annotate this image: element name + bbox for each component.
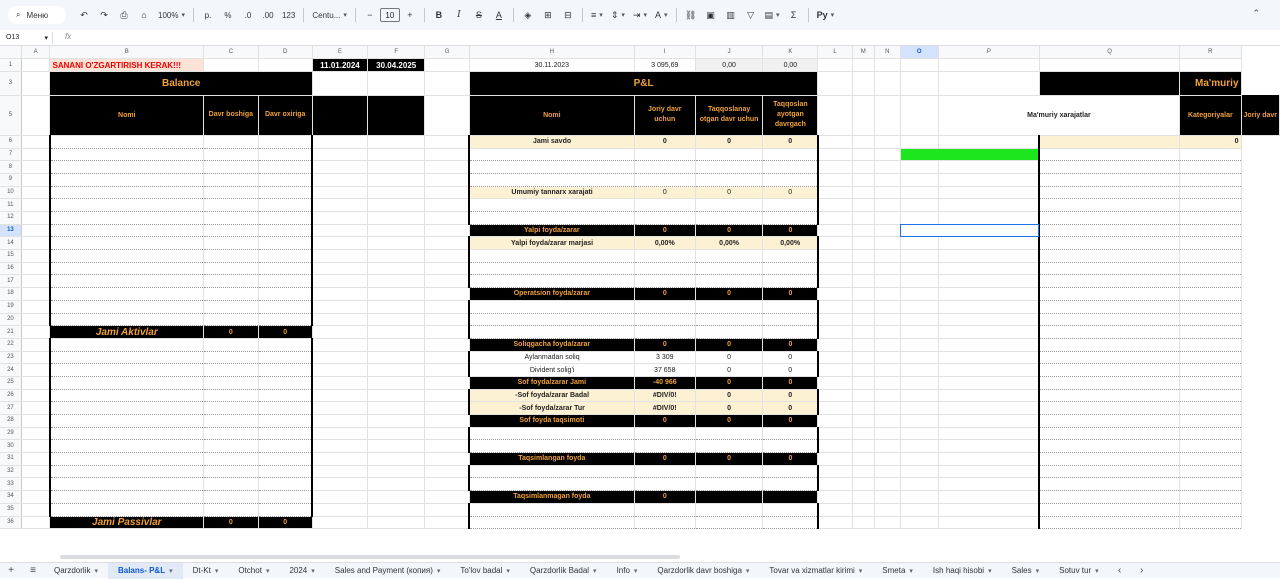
- spreadsheet-grid[interactable]: [0, 46, 1280, 552]
- column-header[interactable]: E: [312, 46, 367, 59]
- sheet-tab[interactable]: Sotuv tur ▾: [1049, 563, 1109, 579]
- row-header[interactable]: 21: [0, 326, 21, 339]
- text-rotation-icon[interactable]: A ▾: [653, 6, 670, 24]
- pl-cell[interactable]: 0,00%: [763, 237, 818, 250]
- row-header[interactable]: 33: [0, 478, 21, 491]
- pl-cell[interactable]: 0: [763, 453, 818, 466]
- table-row: [0, 135, 1280, 148]
- pl-cell[interactable]: 0: [695, 288, 763, 301]
- italic-icon[interactable]: I: [457, 10, 461, 20]
- row-header[interactable]: 27: [0, 402, 21, 415]
- pl-cell[interactable]: 0: [763, 338, 818, 351]
- table-row: [0, 148, 1280, 161]
- jami-passivlar-label[interactable]: Jami Passivlar: [50, 516, 204, 529]
- pl-cell[interactable]: 3 309: [634, 351, 695, 364]
- column-header[interactable]: K: [763, 46, 818, 59]
- pl-cell[interactable]: 0,00%: [695, 237, 763, 250]
- pl-row-label[interactable]: -Sof foyda/zarar Badal: [469, 389, 634, 402]
- toolbar-divider: [676, 8, 677, 22]
- toolbar-divider: [303, 8, 304, 22]
- column-header[interactable]: N: [874, 46, 900, 59]
- column-header[interactable]: Q: [1039, 46, 1179, 59]
- pl-cell[interactable]: 0: [695, 415, 763, 428]
- table-row: [0, 59, 1280, 72]
- column-header[interactable]: A: [21, 46, 50, 59]
- row-header[interactable]: 5: [0, 95, 21, 135]
- table-row: [0, 224, 1280, 237]
- functions-icon[interactable]: Σ: [790, 10, 797, 20]
- table-row: [0, 212, 1280, 225]
- balance-cell[interactable]: 0: [258, 516, 312, 529]
- table-row: [0, 465, 1280, 478]
- pl-joriy-header[interactable]: Joriy davr uchun: [634, 95, 695, 135]
- pl-row-label[interactable]: Yalpi foyda/zarar: [469, 224, 634, 237]
- row-header[interactable]: 32: [0, 465, 21, 478]
- pl-cell[interactable]: 0: [695, 135, 763, 148]
- table-row: [0, 376, 1280, 389]
- pl-row-label[interactable]: Umumiy tannarx xarajati: [469, 186, 634, 199]
- row-header[interactable]: 28: [0, 415, 21, 428]
- print-icon[interactable]: ⎙: [120, 9, 128, 20]
- column-header[interactable]: G: [425, 46, 470, 59]
- pl-cell[interactable]: 0: [763, 224, 818, 237]
- column-header[interactable]: M: [852, 46, 874, 59]
- formula-bar: [0, 30, 1280, 46]
- pl-cell[interactable]: 0: [763, 186, 818, 199]
- row-header[interactable]: 23: [0, 351, 21, 364]
- scrollbar-thumb[interactable]: [60, 555, 680, 559]
- pl-cell[interactable]: 0,00%: [634, 237, 695, 250]
- merge-cells-icon[interactable]: ⊟: [564, 9, 572, 20]
- table-row: [0, 453, 1280, 466]
- sheet-tabs-bar: [0, 562, 1280, 578]
- table-row: [0, 338, 1280, 351]
- zoom-select[interactable]: 100% ▾: [156, 6, 187, 24]
- row-header[interactable]: 36: [0, 516, 21, 529]
- row-header[interactable]: 10: [0, 186, 21, 199]
- vertical-align-icon[interactable]: ⇕ ▾: [609, 6, 627, 24]
- table-row: [0, 389, 1280, 402]
- row-header[interactable]: 15: [0, 250, 21, 263]
- row-header[interactable]: 14: [0, 237, 21, 250]
- pl-taqqos1-header[interactable]: Taqqoslanay otgan davr uchun: [695, 95, 763, 135]
- table-row: [0, 161, 1280, 174]
- pl-cell[interactable]: 0: [763, 288, 818, 301]
- paint-format-icon[interactable]: ⌂: [141, 10, 147, 20]
- pl-cell[interactable]: 0: [763, 376, 818, 389]
- more-formats-button[interactable]: 123: [281, 10, 296, 20]
- sheet-tab[interactable]: Smeta ▾: [872, 563, 923, 579]
- row-header[interactable]: 8: [0, 161, 21, 174]
- date-end-cell[interactable]: 30.04.2025: [368, 59, 425, 72]
- font-size-increase-icon[interactable]: +: [407, 10, 413, 20]
- joriy-davr-header[interactable]: Joriy davr: [1241, 95, 1279, 135]
- row-header[interactable]: 17: [0, 275, 21, 288]
- sheet-tab[interactable]: Sales ▾: [1002, 563, 1050, 579]
- table-row: [0, 364, 1280, 377]
- sheet-tab[interactable]: Info ▾: [607, 563, 648, 579]
- pl-row-label[interactable]: Soliqgacha foyda/zarar: [469, 338, 634, 351]
- table-row: [0, 300, 1280, 313]
- sheet-tab[interactable]: Sales and Payment (копия) ▾: [325, 563, 451, 579]
- pl-row-label[interactable]: Sof foyda taqsimoti: [469, 415, 634, 428]
- table-row: [0, 415, 1280, 428]
- sheet-tab[interactable]: Qarzdorlik ▾: [44, 563, 108, 579]
- row-header[interactable]: 26: [0, 389, 21, 402]
- fill-color-icon[interactable]: ◈: [524, 9, 532, 20]
- text-color-icon[interactable]: A: [495, 10, 502, 20]
- horizontal-scrollbar[interactable]: [0, 552, 1280, 562]
- redo-icon[interactable]: ↷: [100, 9, 108, 20]
- table-row: [0, 186, 1280, 199]
- row-header[interactable]: 25: [0, 376, 21, 389]
- row-header[interactable]: 9: [0, 173, 21, 186]
- jami-aktivlar-label[interactable]: Jami Aktivlar: [50, 326, 204, 339]
- filter-views-icon[interactable]: ▤ ▾: [763, 6, 782, 24]
- menu-search[interactable]: [8, 6, 66, 24]
- column-header[interactable]: P: [938, 46, 1039, 59]
- column-header[interactable]: C: [204, 46, 258, 59]
- chevron-down-icon: ▾: [44, 34, 48, 42]
- pl-cell[interactable]: 0: [695, 224, 763, 237]
- mamuriy-xarajatlar-header[interactable]: Ma'muriy xarajatlar: [938, 95, 1179, 135]
- pl-row-label[interactable]: Aylanmadan soliq: [469, 351, 634, 364]
- row-header[interactable]: 35: [0, 503, 21, 516]
- pl-cell[interactable]: 37 658: [634, 364, 695, 377]
- column-header[interactable]: R: [1180, 46, 1241, 59]
- strikethrough-icon[interactable]: S: [475, 10, 482, 20]
- toolbar-divider: [513, 8, 514, 22]
- add-sheet-icon[interactable]: +: [8, 565, 14, 576]
- balance-cell[interactable]: 0: [204, 516, 258, 529]
- toolbar-divider: [808, 8, 809, 22]
- column-header[interactable]: I: [634, 46, 695, 59]
- pl-row-label[interactable]: Yalpi foyda/zarar marjasi: [469, 237, 634, 250]
- pl-row-label[interactable]: Taqsimlanmagan foyda: [469, 491, 634, 504]
- balance-nomi-header[interactable]: Nomi: [50, 95, 204, 135]
- sheet-tab-active[interactable]: Balans- P&L ▾: [108, 563, 183, 579]
- pl-cell[interactable]: 0: [695, 364, 763, 377]
- pl-row-label[interactable]: Taqsimlangan foyda: [469, 453, 634, 466]
- increase-decimal-button[interactable]: .00: [262, 10, 274, 20]
- pl-cell[interactable]: 0: [763, 415, 818, 428]
- balance-cell[interactable]: 0: [204, 326, 258, 339]
- row-header[interactable]: 7: [0, 148, 21, 161]
- horizontal-align-icon[interactable]: ≡ ▾: [589, 6, 605, 24]
- kategoriyalar-header[interactable]: Kategoriyalar: [1180, 95, 1241, 135]
- all-sheets-icon[interactable]: ≡: [30, 565, 36, 576]
- balance-title[interactable]: Balance: [50, 71, 312, 95]
- link-icon[interactable]: ⛓: [684, 9, 697, 20]
- scroll-tabs-left-icon[interactable]: ‹: [1117, 565, 1122, 576]
- pl-cell[interactable]: 0: [634, 491, 695, 504]
- filter-icon[interactable]: ▽: [747, 9, 754, 20]
- pl-cell[interactable]: 0: [634, 224, 695, 237]
- pl-value-cell[interactable]: 0,00: [695, 59, 763, 72]
- column-header[interactable]: H: [469, 46, 634, 59]
- pl-cell[interactable]: 0: [763, 364, 818, 377]
- table-row: [0, 440, 1280, 453]
- table-row: [0, 491, 1280, 504]
- pl-cell[interactable]: 0: [695, 351, 763, 364]
- balance-davr-boshiga-header[interactable]: Davr boshiga: [204, 95, 258, 135]
- row-header[interactable]: 16: [0, 262, 21, 275]
- row-header[interactable]: 6: [0, 135, 21, 148]
- pl-row-label[interactable]: Operatsion foyda/zarar: [469, 288, 634, 301]
- mamuriy-title[interactable]: Ma'muriy: [1180, 71, 1241, 95]
- borders-icon[interactable]: ⊞: [544, 9, 552, 20]
- pl-row-label[interactable]: Sof foyda/zarar Jami: [469, 376, 634, 389]
- table-row: [0, 326, 1280, 339]
- pl-cell[interactable]: 0: [634, 415, 695, 428]
- percent-format-button[interactable]: %: [224, 10, 232, 20]
- pl-cell[interactable]: #DIV/0!: [634, 402, 695, 415]
- font-size-input[interactable]: 10: [380, 8, 400, 22]
- sheet-tab[interactable]: To'lov badal ▾: [450, 563, 520, 579]
- table-row: [0, 199, 1280, 212]
- row-header-selected[interactable]: 13: [0, 224, 21, 237]
- row-header[interactable]: 31: [0, 453, 21, 466]
- row-header[interactable]: 11: [0, 199, 21, 212]
- row-header[interactable]: 12: [0, 212, 21, 225]
- pl-taqqos2-header[interactable]: Taqqoslan ayotgan davrgach: [763, 95, 818, 135]
- row-header[interactable]: 34: [0, 491, 21, 504]
- pl-cell[interactable]: 0: [634, 288, 695, 301]
- table-row: [0, 250, 1280, 263]
- pl-row-label[interactable]: -Sof foyda/zarar Tur: [469, 402, 634, 415]
- row-header[interactable]: 24: [0, 364, 21, 377]
- row-header[interactable]: 18: [0, 288, 21, 301]
- pl-cell[interactable]: 0: [763, 351, 818, 364]
- name-box-value: O13: [6, 33, 20, 41]
- table-row: [0, 173, 1280, 186]
- search-icon: ⌕: [16, 10, 21, 19]
- pl-cell[interactable]: 0: [695, 338, 763, 351]
- pl-row-label[interactable]: Divident solig'i: [469, 364, 634, 377]
- pl-cell[interactable]: 0: [634, 186, 695, 199]
- row-header[interactable]: 3: [0, 71, 21, 95]
- font-select[interactable]: Centu... ▾: [310, 6, 349, 24]
- scroll-tabs-right-icon[interactable]: ›: [1139, 565, 1144, 576]
- sheet-tab[interactable]: 2024 ▾: [279, 563, 324, 579]
- row-header[interactable]: 29: [0, 427, 21, 440]
- row-header[interactable]: 20: [0, 313, 21, 326]
- table-row: [0, 71, 1280, 95]
- sheet-tab[interactable]: Dt-Kt ▾: [183, 563, 229, 579]
- pl-cell[interactable]: 0: [695, 376, 763, 389]
- column-header-row: [0, 46, 1280, 59]
- warning-cell[interactable]: SANANI O'ZGARTIRISH KERAK!!!: [50, 59, 204, 72]
- row-header[interactable]: 1: [0, 59, 21, 72]
- table-row: [0, 262, 1280, 275]
- column-header[interactable]: B: [50, 46, 204, 59]
- sheet-tab[interactable]: Ish haqi hisobi ▾: [923, 563, 1002, 579]
- row-header[interactable]: 30: [0, 440, 21, 453]
- pl-date-cell[interactable]: 30.11.2023: [469, 59, 634, 72]
- toolbar: [0, 0, 1280, 30]
- table-row: [0, 351, 1280, 364]
- bold-icon[interactable]: B: [435, 10, 443, 20]
- date-start-cell[interactable]: 11.01.2024: [312, 59, 367, 72]
- pl-cell[interactable]: 0: [634, 338, 695, 351]
- pl-nomi-header[interactable]: Nomi: [469, 95, 634, 135]
- selected-cell[interactable]: [900, 224, 1039, 237]
- fx-icon: fx: [52, 32, 71, 44]
- pl-cell[interactable]: #DIV/0!: [634, 389, 695, 402]
- column-header[interactable]: F: [368, 46, 425, 59]
- column-header[interactable]: L: [818, 46, 852, 59]
- table-row: [0, 478, 1280, 491]
- sheet-tab[interactable]: Qarzdorlik davr boshiga ▾: [647, 563, 759, 579]
- pl-cell[interactable]: -40 966: [634, 376, 695, 389]
- toolbar-divider: [582, 8, 583, 22]
- balance-cell[interactable]: 0: [258, 326, 312, 339]
- sheet-table[interactable]: [0, 46, 1280, 529]
- font-size-decrease-icon[interactable]: −: [367, 10, 373, 20]
- row-header[interactable]: 19: [0, 300, 21, 313]
- table-row: [0, 313, 1280, 326]
- collapse-toolbar-icon[interactable]: ⌃: [1252, 8, 1260, 18]
- currency-format-button[interactable]: р.: [204, 10, 212, 20]
- pl-title[interactable]: P&L: [469, 71, 817, 95]
- pl-row-label[interactable]: Jami savdo: [469, 135, 634, 148]
- sheet-tab[interactable]: Tovar va xizmatlar kirimi ▾: [759, 563, 872, 579]
- pl-cell[interactable]: 0: [763, 402, 818, 415]
- joriy-davr-cell[interactable]: 0: [1180, 135, 1241, 148]
- input-tools-icon[interactable]: Ру ▾: [815, 6, 837, 24]
- pl-cell[interactable]: 0: [634, 453, 695, 466]
- toolbar-divider: [193, 8, 194, 22]
- name-box[interactable]: [0, 34, 52, 42]
- table-row: [0, 95, 1280, 135]
- menu-search-label: Меню: [26, 10, 49, 20]
- sheet-tab[interactable]: Otchot ▾: [228, 563, 279, 579]
- column-header-selected[interactable]: O: [900, 46, 938, 59]
- table-row: [0, 503, 1280, 516]
- table-row: [0, 427, 1280, 440]
- pl-cell[interactable]: 0: [763, 135, 818, 148]
- text-wrap-icon[interactable]: ⇥ ▾: [631, 6, 649, 24]
- pl-cell[interactable]: 0: [695, 453, 763, 466]
- table-row: [0, 288, 1280, 301]
- pl-cell[interactable]: 0: [763, 389, 818, 402]
- comment-icon[interactable]: ▣: [706, 9, 715, 20]
- balance-davr-oxiriga-header[interactable]: Davr oxiriga: [258, 95, 312, 135]
- green-highlight-cell[interactable]: [900, 148, 1039, 161]
- undo-icon[interactable]: ↶: [80, 9, 88, 20]
- column-header[interactable]: D: [258, 46, 312, 59]
- pl-value-cell[interactable]: 3 095,69: [634, 59, 695, 72]
- pl-cell[interactable]: 0: [695, 186, 763, 199]
- toolbar-divider: [424, 8, 425, 22]
- table-row: [0, 402, 1280, 415]
- table-row: [0, 275, 1280, 288]
- corner-cell[interactable]: [0, 46, 21, 59]
- pl-cell[interactable]: 0: [634, 135, 695, 148]
- decrease-decimal-button[interactable]: .0: [244, 10, 252, 20]
- toolbar-divider: [355, 8, 356, 22]
- sheet-tab[interactable]: Qarzdorlik Badal ▾: [520, 563, 607, 579]
- pl-cell[interactable]: 0: [695, 389, 763, 402]
- table-row: [0, 516, 1280, 529]
- chart-icon[interactable]: ▥: [726, 9, 735, 20]
- table-row: [0, 237, 1280, 250]
- row-header[interactable]: 22: [0, 338, 21, 351]
- column-header[interactable]: J: [695, 46, 763, 59]
- pl-cell[interactable]: 0: [695, 402, 763, 415]
- pl-value-cell[interactable]: 0,00: [763, 59, 818, 72]
